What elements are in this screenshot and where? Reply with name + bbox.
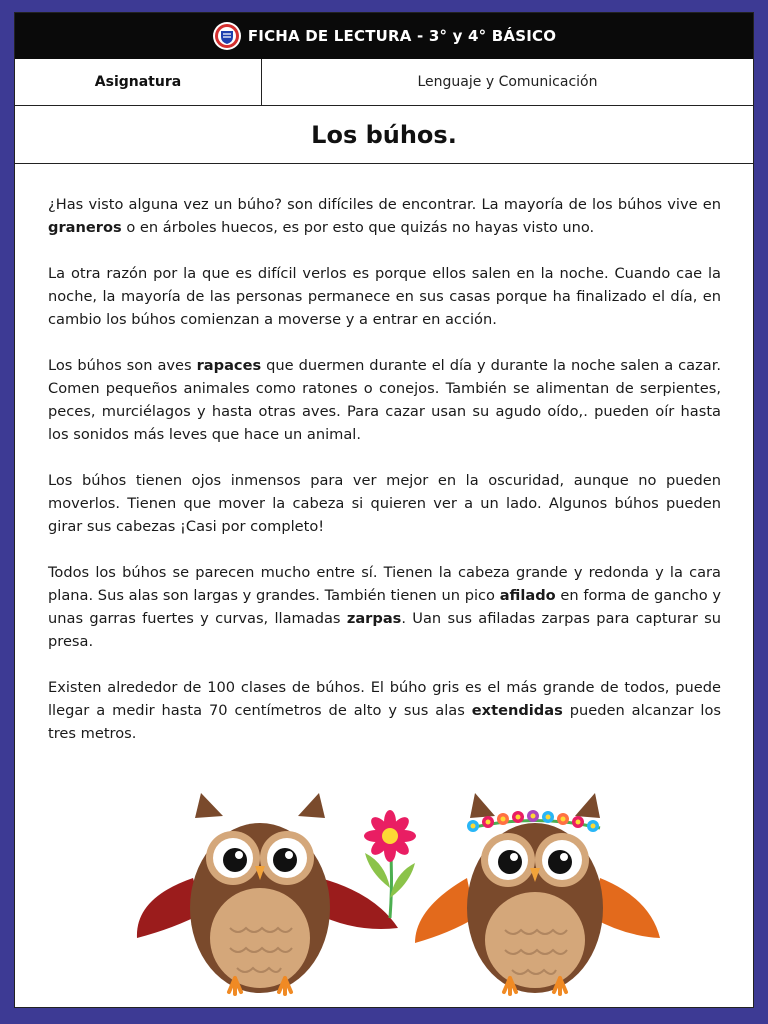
bold-term: zarpas — [346, 610, 402, 627]
owl-with-flower-crown-icon — [415, 793, 660, 994]
subject-row — [15, 59, 753, 106]
owls-illustration — [115, 788, 675, 1003]
paragraph-5 — [48, 561, 721, 653]
bold-term: extendidas — [471, 702, 563, 719]
text-run: Los búhos son aves — [48, 357, 197, 374]
bold-term: afilado — [499, 587, 556, 604]
text-run: La otra razón por la que es difícil verlos es porque ellos salen en la noche. Cuando cae la noche, la mayoría de las personas permanece en sus casas porque ha finalizado el día, en cambio los búhos comienzan a moverse y a entrar en acción. — [48, 265, 721, 328]
header-title: FICHA DE LECTURA - 3° y 4° BÁSICO — [247, 27, 557, 45]
paragraph-1 — [48, 193, 721, 239]
text-run: en forma de gancho y unas garras fuertes y curvas, llamadas — [48, 587, 721, 627]
text-run: pueden alcanzar los tres metros. — [48, 702, 721, 742]
paragraph-6 — [48, 676, 721, 745]
bold-term: rapaces — [196, 357, 262, 374]
paragraph-3 — [48, 354, 721, 446]
text-run: Los búhos tienen ojos inmensos para ver mejor en la oscuridad, aunque no pueden moverlos. Tienen que mover la cabeza si quieren ver a un lado. Algunos búhos pueden girar sus cabezas ¡Casi por completo! — [48, 472, 721, 535]
text-run: ¿Has visto alguna vez un búho? son difíciles de encontrar. La mayoría de los búhos vive en — [48, 196, 721, 213]
text-run: o en árboles huecos, es por esto que quizás no hayas visto uno. — [121, 219, 595, 236]
text-run: Todos los búhos se parecen mucho entre sí. Tienen la cabeza grande y redonda y la cara plana. Sus alas son largas y grandes. También tienen un pico — [48, 564, 721, 604]
paragraph-4 — [48, 469, 721, 538]
subject-label: Asignatura — [15, 59, 262, 105]
text-run: Existen alrededor de 100 clases de búhos. El búho gris es el más grande de todos, puede llegar a medir hasta 70 centímetros de alto y sus alas — [48, 679, 721, 719]
text-run: que duermen durante el día y durante la noche salen a cazar. Comen pequeños animales como ratones o conejos. También se alimentan de serpientes, peces, murciélagos y hasta otras aves. Para cazar usan su agudo oído,. pueden oír hasta los sonidos más leves que hace un animal. — [48, 357, 721, 443]
school-crest-icon — [212, 21, 242, 51]
text-run: . Uan sus afiladas zarpas para capturar su presa. — [48, 610, 721, 650]
reading-text — [48, 193, 721, 768]
header-bar — [15, 13, 753, 59]
bold-term: graneros — [48, 219, 122, 236]
subject-value: Lenguaje y Comunicación — [417, 74, 598, 90]
paragraph-2 — [48, 262, 721, 331]
owl-with-flower-icon — [137, 793, 416, 994]
worksheet — [14, 12, 754, 1008]
title-row — [15, 106, 753, 164]
reading-title: Los búhos. — [311, 120, 457, 149]
